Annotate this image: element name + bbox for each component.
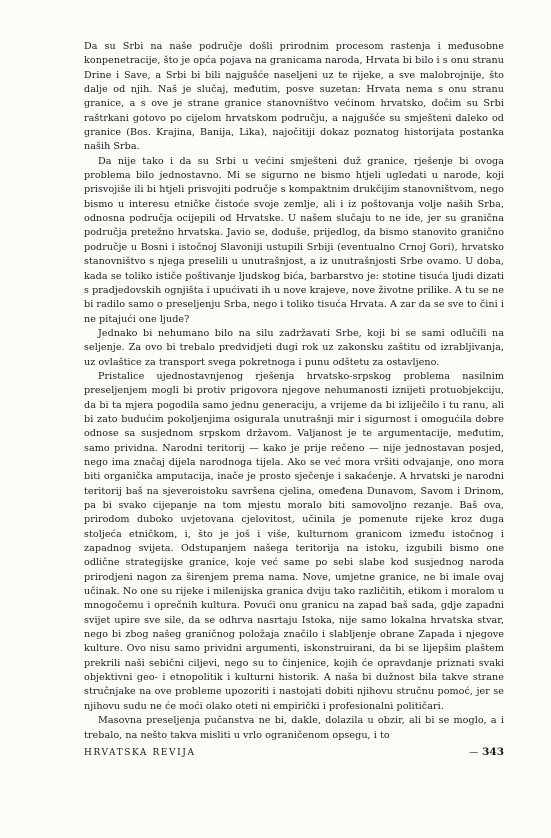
paragraph-5: Masovna preseljenja pučanstva ne bi, dakle, dolazila u obzir, ali bi se moglo, a i trebalo, na nešto takva misliti u vrlo ograničenom opsegu, i to xyxy=(84,715,504,741)
paragraph-3: Jednako bi nehumano bilo na silu zadržavati Srbe, koji bi se sami odlučili na seljenje. Za ovo bi trebalo predvidjeti dugi rok uz zakonsku zaštitu od izrabljivanja, uz ovlaštice za transport svega pokretnoga i punu odštetu za ostavljeno. xyxy=(84,327,504,368)
journal-running-head: HRVATSKA REVIJA xyxy=(84,748,196,758)
page-number-group xyxy=(469,746,504,758)
footer-dash: — xyxy=(469,748,479,758)
paragraph-2: Da nije tako i da su Srbi u većini smješteni duž granice, rješenje bi ovoga problema bilo jednostavno. Mi se sigurno ne bismo htjeli ugledati u narode, koji prisvojiše ili bi htjeli prisvojiti područje s kompaktnim drukčijim stanovništvom, nego bismo u interesu etničke čistoće svoje zemlje, ali i iz poštovanja volje naših Srba, odnosna područja ocijepili od Hrvatske. U našem slučaju to ne ide, jer su granična područja pretežno hrvatska. Javio se, doduše, prijedlog, da bismo stanovito granično područje u Bosni i istočnoj Slavoniji ustupili Srbiji (eventualno Crnoj Gori), hrvatsko stanovništvo s njega preselili u unutrašnjost, a iz unutrašnjosti Srbe ovamo. U doba, kada se toliko ističe poštivanje ljudskog bića, barbarstvo je: stotine tisuća ljudi dizati s pradjedovskih ognjišta i upućivati ih u nove krajeve, nove životne prilike. A tu se ne bi radilo samo o preseljenju Srba, nego i toliko tisuća Hrvata. A zar da se sve to čini i ne pitajući one ljude? xyxy=(84,155,504,325)
paragraph-4: Pristalice ujednostavnjenog rješenja hrvatsko-srpskog problema nasilnim preseljenjem mogli bi protiv prigovora njegove nehumanosti iznijeti protuobjekciju, da bi ta mjera pogodila samo jednu generaciju, a vrijeme da bi izliječilo i tu ranu, ali bi zato budućim pokoljenjima osigurala unutrašnji mir i sigurnost i omogućila dobre odnose sa susjednom srpskom državom. Valjanost je te argumentacije, međutim, samo prividna. Narodni teritorij — kako je prije rečeno — nije jednostavan posjed, nego ima značaj dijela narodnoga tijela. Ako se već mora vršiti odvajanje, ono mora biti organička amputacija, inače je prosto sječenje i sakaćenje. A hrvatski je narodni teritorij baš na sjeveroistoku savršena cjelina, omeđena Dunavom, Savom i Drinom, pa bi svako cijepanje na tom mjestu moralo biti samovoljno rezanje. Baš ova, prirodom duboko uvjetovana cjelovitost, učinila je pomenute rijeke kroz duga stoljeća etničkom, i, što je još i više, kulturnom granicom između istočnog i zapadnog svijeta. Odstupanjem našega teritorija na istoku, izgubili bismo one odlične strategijske granice, koje već same po sebi slabe kod susjednog naroda prirodjeni nagon za širenjem prema nama. Nove, umjetne granice, ne bi imale ovaj učinak. No one su rijeke i milenijska granica dviju tako različitih, etikom i moralom u mnogočemu i oprečnih kultura. Povući onu granicu na zapad baš sada, gdje zapadni svijet upire sve sile, da se odhrva nasrtaju Istoka, nije samo lokalna hrvatska stvar, nego bi zbog našeg graničnog položaja značilo i slabljenje obrane Zapada i njegove kulture. Ovo nisu samo prividni argumenti, iskonstruirani, da bi se lijepšim plaštem prekrili naši sebični ciljevi, nego su to činjenice, kojih će opravdanje priznati svaki objektivni geo- i etnopolitik i kulturni historik. A naša bi dužnost bila takve strane stručnjake na ove probleme upozoriti i nastojati dobiti njihovu stručnu pomoć, jer se njihovu sudu ne će moći olako oteti ni empirički i profesionalni političari. xyxy=(84,370,504,712)
article-body xyxy=(84,40,504,743)
page-number: 343 xyxy=(482,746,504,758)
paragraph-1: Da su Srbi na naše područje došli prirodnim procesom rastenja i međusobne konpenetracije, što je opća pojava na granicama naroda, Hrvata bi bilo i s onu stranu Drine i Save, a Srbi bi bili najgušće naseljeni uz te rijeke, a sve malobrojnije, što dalje od njih. Naš je slučaj, međutim, posve suzetan: Hrvata nema s onu stranu granice, a s ove je strane granice stanovništvo većinom hrvatsko, dočim su Srbi raštrkani gotovo po cijelom hrvatskom području, a najgušće su smješteni daleko od granice (Bos. Krajina, Banija, Lika), najočitiji dokaz poznatog historijata postanka naših Srba. xyxy=(84,41,504,153)
page-footer xyxy=(84,746,504,758)
